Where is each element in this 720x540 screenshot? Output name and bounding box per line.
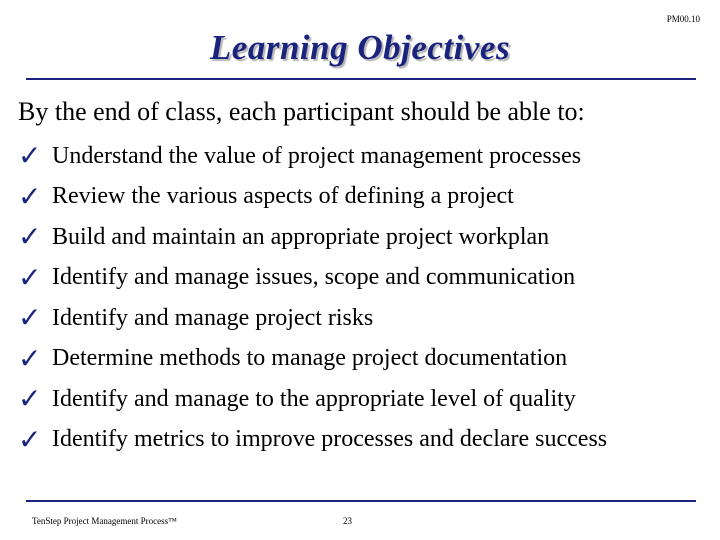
- slide-id-label: PM00.10: [666, 14, 700, 24]
- objective-item: [18, 258, 607, 299]
- objective-item: [18, 339, 607, 380]
- objective-text: Identify metrics to improve processes and declare success: [52, 426, 608, 453]
- objective-item: [18, 217, 607, 258]
- objective-item: [18, 136, 607, 177]
- checkmark-icon: ✓: [18, 341, 42, 375]
- objective-item: [18, 177, 607, 218]
- title-divider: [26, 78, 696, 80]
- checkmark-icon: ✓: [18, 260, 42, 294]
- objective-text: Identify and manage to the appropriate level of quality: [52, 385, 576, 412]
- objectives-list: [18, 136, 607, 460]
- checkmark-icon: ✓: [18, 382, 42, 416]
- objective-item: [18, 298, 607, 339]
- objective-item: [18, 379, 607, 420]
- checkmark-icon: ✓: [18, 179, 42, 213]
- checkmark-icon: ✓: [18, 422, 42, 456]
- objective-text: Identify and manage issues, scope and communication: [52, 264, 576, 291]
- intro-text: By the end of class, each participant should be able to:: [18, 97, 585, 126]
- footer-divider: [26, 500, 696, 502]
- objective-text: Review the various aspects of defining a project: [52, 183, 514, 210]
- checkmark-icon: ✓: [18, 301, 42, 335]
- footer-caption: TenStep Project Management Process™: [32, 516, 177, 526]
- objective-text: Determine methods to manage project documentation: [52, 345, 568, 372]
- slide-title: Learning Objectives: [209, 28, 511, 67]
- objective-text: Build and maintain an appropriate project workplan: [52, 223, 550, 250]
- objective-text: Identify and manage project risks: [52, 304, 374, 331]
- checkmark-icon: ✓: [18, 139, 42, 173]
- page-number: 23: [343, 516, 352, 526]
- checkmark-icon: ✓: [18, 220, 42, 254]
- objective-item: [18, 420, 607, 461]
- objective-text: Understand the value of project management processes: [52, 142, 582, 169]
